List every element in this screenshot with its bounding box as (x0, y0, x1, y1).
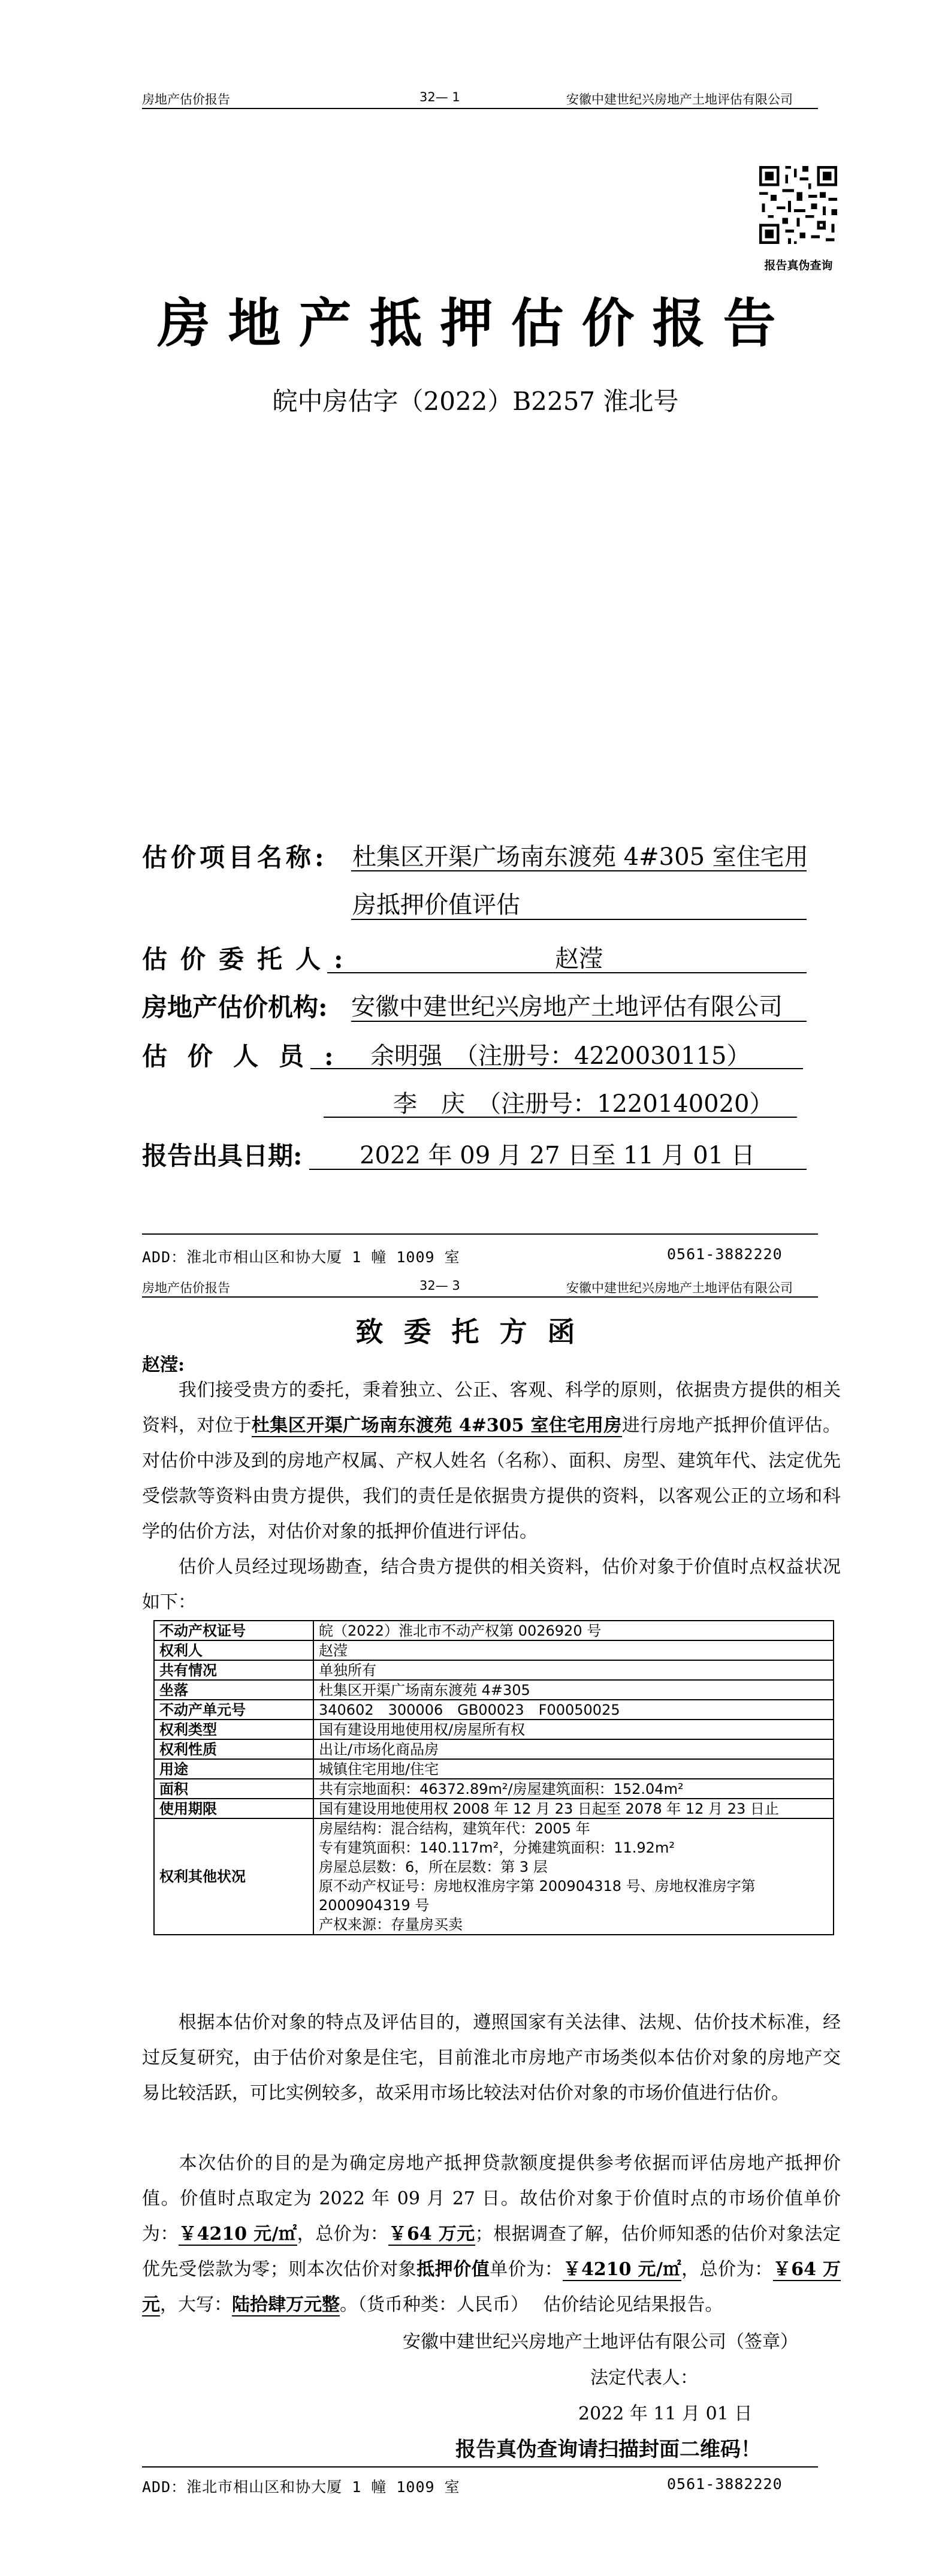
table-key: 不动产权证号 (154, 1621, 313, 1640)
p1-text-a: 我们接受贵方的委托，秉着独立、公正、客观、科学的原则，依据贵方提供的相关资料，对位于 (142, 1380, 841, 1436)
sign-date: 2022 年 11 月 01 日 (578, 2403, 753, 2424)
table-key: 权利其他状况 (154, 1818, 313, 1935)
agency-value: 安徽中建世纪兴房地产土地评估有限公司 (351, 993, 783, 1021)
verify-note: 报告真伪查询请扫描封面二维码！ (455, 2438, 761, 2462)
table-key: 不动产单元号 (154, 1700, 313, 1720)
table-row (154, 1759, 834, 1779)
table-key: 使用期限 (154, 1799, 313, 1818)
table-row (154, 1799, 834, 1818)
letter-paragraph-4 (142, 2146, 841, 2322)
table-row (154, 1700, 834, 1720)
p4-text-f: ，总价为： (681, 2259, 773, 2280)
sign-company: 安徽中建世纪兴房地产土地评估有限公司（签章） (403, 2331, 798, 2352)
page2-header-page: 32— 3 (419, 1278, 460, 1293)
p4-text-c: ；根据调查了解，估价师知悉的估价对象法定优先受偿款为零；则本次估价对象 (142, 2224, 841, 2280)
other-status-line: 专有建筑面积：140.117m²，分摊建筑面积：11.92m² (319, 1839, 675, 1856)
table-key: 权利类型 (154, 1720, 313, 1739)
project-underline-2 (351, 919, 807, 920)
table-row (154, 1621, 834, 1640)
letter-paragraph-3 (142, 2005, 841, 2111)
page1-footer-address: ADD：淮北市相山区和协大厦 1 幢 1009 室 (142, 1248, 460, 1266)
other-status-line: 产权来源：存量房买卖 (319, 1916, 463, 1933)
other-status-line: 房屋结构：混合结构，建筑年代：2005 年 (319, 1820, 590, 1837)
table-key: 面积 (154, 1779, 313, 1799)
p4-text-b: ，总价为： (297, 2224, 389, 2245)
table-row (154, 1739, 834, 1759)
p4-text-g: ，大写： (160, 2294, 232, 2315)
appraiser-label: 估价人员: (142, 1042, 354, 1071)
report-title: 房地产抵押估价报告 (157, 292, 794, 354)
letter-salutation: 赵滢: (142, 1355, 185, 1376)
table-row (154, 1660, 834, 1680)
qr-caption: 报告真伪查询 (764, 259, 833, 272)
date-value: 2022 年 09 月 27 日至 11 月 01 日 (360, 1142, 755, 1169)
rights-table (153, 1620, 834, 1935)
page1-footer-phone: 0561-3882220 (667, 1245, 783, 1263)
letter-heading: 致委托方函 (355, 1316, 596, 1348)
letter-paragraph-1 (142, 1373, 841, 1549)
p1-subject-address: 杜集区开渠广场南东渡苑 4#305 室住宅用房 (251, 1415, 622, 1436)
sign-representative: 法定代表人： (590, 2367, 698, 2388)
page1-header-left: 房地产估价报告 (142, 92, 230, 107)
project-value-line1: 杜集区开渠广场南东渡苑 4#305 室住宅用 (352, 843, 808, 871)
p2-text: 估价人员经过现场勘查，结合贵方提供的相关资料，估价对象于价值时点权益状况如下： (142, 1557, 841, 1613)
p4-mortgage-total: ￥64 万元 (142, 2259, 841, 2315)
p4-text-h: 。（货币种类：人民币） 估价结论见结果报告。 (340, 2294, 723, 2315)
table-key: 权利人 (154, 1640, 313, 1660)
other-status-line: 房屋总层数：6，所在层数：第 3 层 (319, 1859, 548, 1875)
table-value: 杜集区开渠广场南东渡苑 4#305 (313, 1680, 834, 1700)
p4-amount-uppercase: 陆拾肆万元整 (232, 2294, 340, 2315)
table-row (154, 1818, 834, 1935)
table-value: 国有建设用地使用权 2008 年 12 月 23 日起至 2078 年 12 月 23 日止 (313, 1799, 834, 1818)
appraiser-underline-1 (310, 1068, 803, 1069)
table-row (154, 1779, 834, 1799)
page2-footer-address: ADD：淮北市相山区和协大厦 1 幢 1009 室 (142, 2478, 460, 2496)
page2-footer-phone: 0561-3882220 (667, 2475, 783, 2493)
page1-header-page: 32— 1 (419, 90, 460, 104)
project-label: 估价项目名称: (142, 843, 328, 872)
agency-label: 房地产估价机构: (142, 993, 328, 1022)
report-number: 皖中房估字（2022）B2257 淮北号 (272, 387, 679, 416)
table-value-other (313, 1818, 834, 1935)
letter-paragraph-2 (142, 1549, 841, 1620)
page2-header-right: 安徽中建世纪兴房地产土地评估有限公司 (566, 1281, 793, 1295)
appraiser-2: 李 庆 （注册号：1220140020） (393, 1090, 774, 1118)
table-value: 赵滢 (313, 1640, 834, 1660)
table-value: 国有建设用地使用权/房屋所有权 (313, 1720, 834, 1739)
p4-total-price: ￥64 万元 (388, 2224, 475, 2245)
other-status-line: 2000904319 号 (319, 1897, 430, 1914)
table-value: 共有宗地面积：46372.89m²/房屋建筑面积：152.04m² (313, 1779, 834, 1799)
table-row (154, 1680, 834, 1700)
page2-footer-rule (142, 2466, 818, 2468)
p4-mortgage-unit-price: ￥4210 元/㎡ (563, 2259, 682, 2280)
table-key: 权利性质 (154, 1739, 313, 1759)
date-label: 报告出具日期: (142, 1141, 303, 1171)
table-value: 城镇住宅用地/住宅 (313, 1759, 834, 1779)
project-value-line2: 房抵押价值评估 (352, 891, 520, 919)
appraiser-1: 余明强 （注册号：4220030115） (370, 1042, 751, 1070)
p4-mortgage-value: 抵押价值 (416, 2259, 490, 2280)
table-value: 340602 300006 GB00023 F00050025 (313, 1700, 834, 1720)
agency-underline (351, 1021, 807, 1022)
page2-header-left: 房地产估价报告 (142, 1281, 230, 1295)
p4-text-e: 单价为： (490, 2259, 563, 2280)
table-value: 单独所有 (313, 1660, 834, 1680)
p4-unit-price: ￥4210 元/㎡ (179, 2224, 297, 2245)
qr-code-icon (756, 163, 840, 247)
table-key: 坐落 (154, 1680, 313, 1700)
p4-text-a: 本次估价的目的是为确定房地产抵押贷款额度提供参考依据而评估房地产抵押价值。价值时点取定为 2022 年 09 月 27 日。故估价对象于价值时点的市场价值单价为： (142, 2153, 841, 2245)
client-value: 赵滢 (555, 945, 603, 973)
client-underline (327, 972, 807, 973)
table-row (154, 1640, 834, 1660)
page1-header-right: 安徽中建世纪兴房地产土地评估有限公司 (566, 92, 793, 107)
page1-header-rule (142, 108, 818, 109)
table-row (154, 1720, 834, 1739)
table-key: 共有情况 (154, 1660, 313, 1680)
other-status-line: 原不动产权证号：房地权淮房字第 200904318 号、房地权淮房字第 (319, 1878, 756, 1895)
page1-footer-rule (142, 1233, 818, 1235)
client-label: 估价委托人: (142, 945, 357, 974)
table-value: 出让/市场化商品房 (313, 1739, 834, 1759)
p1-text-c: 进行房地产抵押价值评估。对估价中涉及到的房地产权属、产权人姓名（名称）、面积、房型、建筑年代、法定优先受偿款等资料由贵方提供，我们的责任是依据贵方提供的资料，以客观公正的立场和科学的估价方法，对估价对象的抵押价值进行评估。 (142, 1415, 841, 1542)
appraiser-underline-2 (324, 1117, 797, 1118)
page2-header-rule (142, 1296, 818, 1298)
p3-text: 根据本估价对象的特点及评估目的，遵照国家有关法律、法规、估价技术标准，经过反复研究，由于估价对象是住宅，目前淮北市房地产市场类似本估价对象的房地产交易比较活跃，可比实例较多，故采用市场比较法对估价对象的市场价值进行估价。 (142, 2012, 841, 2104)
table-value: 皖（2022）淮北市不动产权第 0026920 号 (313, 1621, 834, 1640)
project-underline-1 (351, 870, 807, 871)
date-underline (309, 1169, 807, 1170)
table-key: 用途 (154, 1759, 313, 1779)
